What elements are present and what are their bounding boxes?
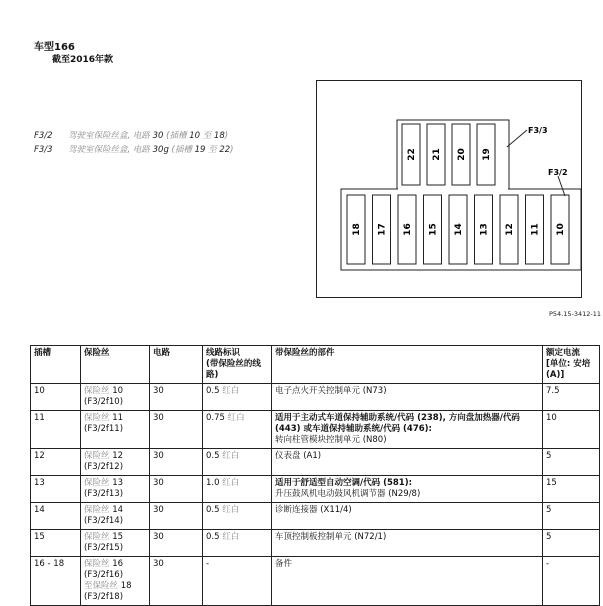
fuse-line: 保险丝 12 [84, 451, 124, 461]
vehicle-model: 车型166 [34, 42, 75, 53]
component-line: 转向柱管模块控制单元 (N80) [275, 435, 387, 445]
column-header: 插槽 [31, 346, 81, 384]
fuse-id: F3/2 [34, 131, 53, 141]
wire-color: 红白 [222, 478, 240, 488]
fuse-word: 保险丝 [84, 505, 113, 515]
fuse-cell [81, 449, 150, 476]
description-text: 驾驶室保险丝盒 [68, 131, 128, 141]
f33-label: F3/3 [528, 126, 548, 135]
table-row [31, 449, 600, 476]
wire-cell: 0.75 红白 [203, 411, 272, 449]
component-line: 适用于舒适型自动空调/代码 (581): [275, 478, 412, 488]
column-header: 保险丝 [81, 346, 150, 384]
wire-color: 红白 [222, 532, 240, 542]
fuse-slot-label: 14 [454, 223, 464, 236]
column-header: 电路 [150, 346, 203, 384]
current-cell: 10 [543, 411, 600, 449]
fuse-line: (F3/2f16) [84, 570, 124, 580]
component-line: 车顶控制板控制单元 (N72/1) [275, 532, 387, 542]
fuse-line: 保险丝 11 [84, 413, 124, 423]
column-header: 线路标识 (带保险丝的线路) [203, 346, 272, 384]
wire-color: 红白 [222, 505, 240, 515]
component-cell [272, 449, 543, 476]
table-row [31, 384, 600, 411]
current-cell: 5 [543, 530, 600, 557]
fuse-line: (F3/2f13) [84, 489, 124, 499]
current-cell: - [543, 557, 600, 606]
description-text: , 电路 [127, 131, 153, 141]
description-text: ) [224, 131, 229, 141]
component-line: 电子点火开关控制单元 (N73) [275, 386, 387, 396]
fuse-line: 保险丝 13 [84, 478, 124, 488]
wire-cell: 0.5 红白 [203, 530, 272, 557]
description-text: 驾驶室保险丝盒 [68, 145, 128, 155]
fuse-line: (F3/2f15) [84, 543, 124, 553]
fuse-cell [81, 557, 150, 606]
fuse-slot-label: 18 [352, 223, 362, 236]
slot-cell: 13 [31, 476, 81, 503]
component-cell [272, 557, 543, 606]
description-text: 18 [213, 131, 225, 141]
fuse-description [34, 143, 233, 155]
description-text: 22 [219, 145, 231, 155]
slot-cell: 14 [31, 503, 81, 530]
description-text: 至 [200, 131, 214, 141]
table-row [31, 503, 600, 530]
wire-cell: 1.0 红白 [203, 476, 272, 503]
circuit-cell: 30 [150, 384, 203, 411]
slot-cell: 10 [31, 384, 81, 411]
wire-cell: 0.5 红白 [203, 503, 272, 530]
fuse-slot-label: 20 [457, 148, 467, 161]
fuse-line: (F3/2f10) [84, 397, 124, 407]
fuse-cell [81, 503, 150, 530]
circuit-cell: 30 [150, 557, 203, 606]
fuse-line: (F3/2f14) [84, 516, 124, 526]
fuse-cell [81, 530, 150, 557]
current-cell: 5 [543, 503, 600, 530]
wire-color: 红白 [222, 451, 240, 461]
fuse-line: 保险丝 10 [84, 386, 124, 396]
column-header: 带保险丝的部件 [272, 346, 543, 384]
circuit-cell: 30 [150, 476, 203, 503]
wire-color: 红白 [227, 413, 245, 423]
fuse-slot-label: 16 [403, 223, 413, 236]
fuse-word: 至保险丝 [84, 581, 121, 591]
fuse-line: 保险丝 16 [84, 559, 124, 569]
description-text: 19 [194, 145, 206, 155]
column-header: 额定电流 [单位: 安培 (A)] [543, 346, 600, 384]
fuse-slot-label: 11 [530, 223, 541, 236]
fuse-line: (F3/2f12) [84, 462, 124, 472]
description-text: 30 [152, 131, 164, 141]
table-row [31, 557, 600, 606]
slot-cell: 15 [31, 530, 81, 557]
fuse-slot-label: 17 [377, 223, 388, 236]
component-cell [272, 530, 543, 557]
component-cell [272, 384, 543, 411]
component-line: 仪表盘 (A1) [275, 451, 322, 461]
model-year: 截至2016年款 [52, 55, 114, 65]
component-cell [272, 411, 543, 449]
fuse-slot-label: 13 [479, 223, 490, 236]
fuse-slot-label: 19 [482, 148, 492, 161]
fuse-word: 保险丝 [84, 478, 113, 488]
description-text: (插槽 [163, 131, 190, 141]
slot-cell: 11 [31, 411, 81, 449]
fuse-slot-label: 21 [432, 148, 442, 161]
description-text: 10 [189, 131, 201, 141]
fuse-cell [81, 384, 150, 411]
wire-cell: - [203, 557, 272, 606]
circuit-cell: 30 [150, 503, 203, 530]
fuse-table [30, 345, 600, 606]
slot-cell: 12 [31, 449, 81, 476]
fuse-line: 保险丝 14 [84, 505, 124, 515]
fuse-word: 保险丝 [84, 386, 113, 396]
fuse-cell [81, 411, 150, 449]
component-line: 升压鼓风机电动鼓风机调节器 (N29/8) [275, 489, 421, 499]
current-cell: 7.5 [543, 384, 600, 411]
f33-leader [507, 130, 527, 147]
component-cell [272, 503, 543, 530]
fuse-word: 保险丝 [84, 559, 113, 569]
component-line: 备件 [275, 559, 293, 569]
table-row [31, 476, 600, 503]
fuse-box-diagram [316, 80, 582, 298]
fuse-line: (F3/2f18) [84, 592, 124, 602]
component-line: 诊断连接器 (X11/4) [275, 505, 352, 515]
fuse-word: 保险丝 [84, 451, 113, 461]
fuse-slot-label: 10 [556, 223, 566, 236]
fuse-line: (F3/2f11) [84, 424, 124, 434]
fuse-line: 保险丝 15 [84, 532, 124, 542]
table-row [31, 411, 600, 449]
fuse-description [34, 129, 228, 141]
fuse-slot-label: 15 [428, 223, 439, 236]
description-text: 30g [152, 145, 169, 155]
circuit-cell: 30 [150, 411, 203, 449]
description-text: 至 [205, 145, 220, 155]
table-row [31, 530, 600, 557]
fuse-word: 保险丝 [84, 532, 113, 542]
fuse-cell [81, 476, 150, 503]
current-cell: 15 [543, 476, 600, 503]
component-cell [272, 476, 543, 503]
fuse-slot-label: 12 [505, 223, 515, 236]
fuse-word: 保险丝 [84, 413, 113, 423]
component-line: 适用于主动式车道保持辅助系统/代码 (238), 方向盘加热器/代码 (443) 或车道保持辅助系统/代码 (476): [275, 413, 520, 434]
current-cell: 5 [543, 449, 600, 476]
fuse-slot-label: 22 [407, 148, 417, 161]
circuit-cell: 30 [150, 530, 203, 557]
description-text: , 电路 [127, 145, 153, 155]
fuse-id: F3/3 [34, 145, 53, 155]
wire-cell: 0.5 红白 [203, 449, 272, 476]
description-text: ) [230, 145, 234, 155]
wire-cell: 0.5 红白 [203, 384, 272, 411]
description-text: (插槽 [168, 145, 195, 155]
slot-cell: 16 - 18 [31, 557, 81, 606]
figure-caption: P54.15-3412-11 [549, 310, 602, 318]
circuit-cell: 30 [150, 449, 203, 476]
wire-color: 红白 [222, 386, 240, 396]
fuse-line: 至保险丝 18 [84, 581, 132, 591]
f32-label: F3/2 [548, 168, 568, 177]
